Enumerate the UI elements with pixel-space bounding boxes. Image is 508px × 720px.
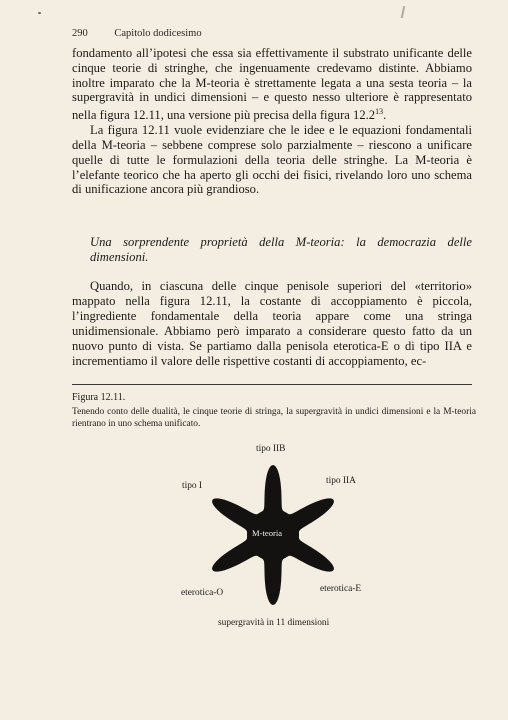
section-title: Una sorprendente proprietà della M-teoria: la democrazia delle dimensioni. bbox=[90, 235, 472, 264]
arm-label-bottom-right: eterotica-E bbox=[320, 584, 362, 594]
center-label: M-teoria bbox=[252, 528, 283, 538]
arm-label-top-right: tipo IIA bbox=[326, 476, 356, 486]
footnote-reference[interactable]: 13 bbox=[375, 107, 384, 117]
paragraph: Quando, in ciascuna delle cinque penisole superiori del «territorio» mappato nella figura 12.11, la costante di accoppiamento è piccola, l’ingrediente fondamentale della teoria appare come una stringa unidimensionale. Abbiamo però imparato a considerare questo fatto da un nuovo punto di vista. Se partiamo dalla penisola eterotica-E o di tipo IIA e incrementiamo il valore delle rispettive costanti di accoppiamento, ec- bbox=[72, 279, 472, 368]
body-text-bottom bbox=[72, 279, 472, 368]
figure-caption: Tenendo conto delle dualità, le cinque teorie di stringa, la supergravità in undici dimensioni e la M-teoria rientrano in uno schema unificato. bbox=[72, 407, 476, 429]
pencil-mark bbox=[401, 6, 405, 18]
body-text-top bbox=[72, 46, 472, 197]
paragraph: fondamento all’ipotesi che essa sia effettivamente il substrato unificante delle cinque teorie di stringhe, che ingenuamente credevamo distinte. Abbiamo inoltre imparato che la M-teoria è strettamente legata a una sesta teoria – la supergravità in undici dimensioni – e questo nesso ulteriore è rappresentato nella figura 12.11, una versione più precisa della figura 12.2$^{13}$. bbox=[72, 46, 472, 123]
paragraph: La figura 12.11 vuole evidenziare che le idee e le equazioni fondamentali della M-teoria – sebbene comprese solo parzialmente – riescono a unificare quelle di tutte le formulazioni della teoria delle stringhe. La M-teoria è l’elefante teorico che ha aperto gli occhi dei fisici, rivelando loro uno schema di unificazione ancora più grandioso. bbox=[72, 123, 472, 197]
figure-label: Figura 12.11. bbox=[72, 392, 126, 403]
page-number: 290 bbox=[72, 28, 88, 39]
arm-label-bottom-left: eterotica-O bbox=[181, 588, 224, 598]
chapter-title: Capitolo dodicesimo bbox=[114, 28, 202, 39]
arm-label-top: tipo IIB bbox=[256, 444, 286, 454]
figure-separator-rule bbox=[72, 384, 472, 385]
ink-speck bbox=[38, 12, 41, 14]
arm-label-top-left: tipo I bbox=[182, 481, 203, 491]
running-header bbox=[72, 28, 202, 39]
arm-label-bottom: supergravità in 11 dimensioni bbox=[218, 618, 330, 628]
